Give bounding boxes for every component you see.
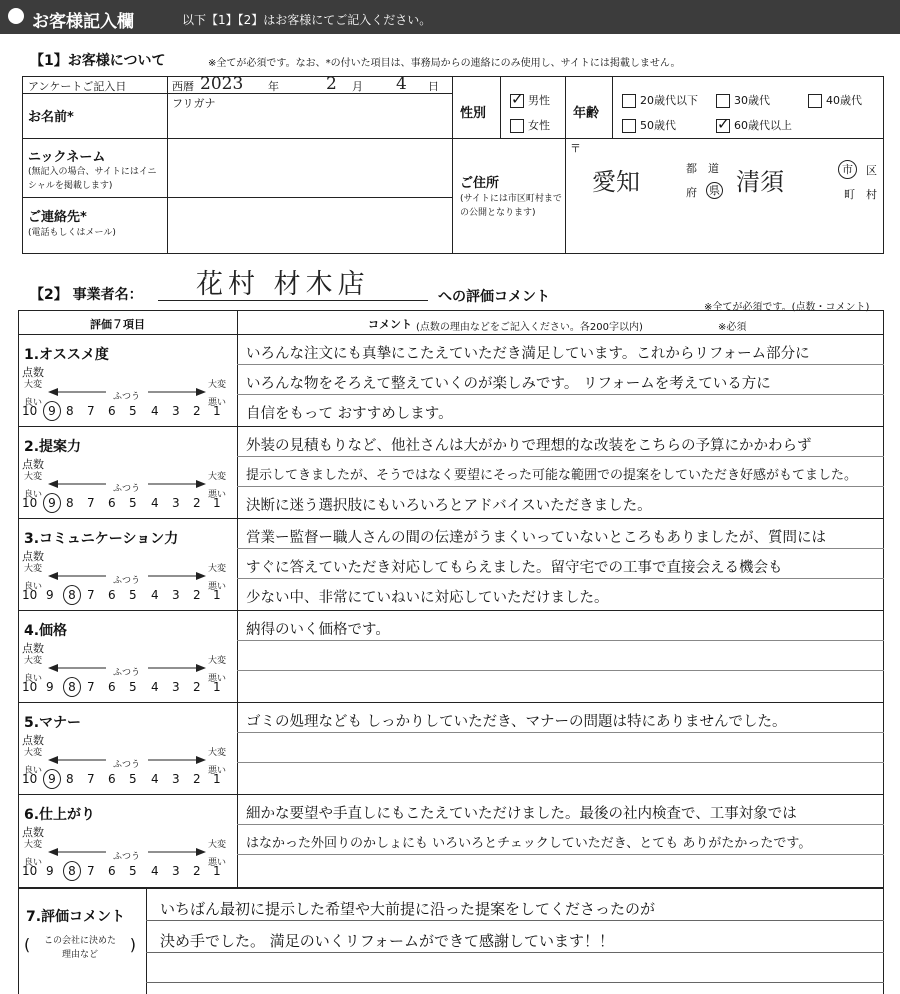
city-suffix-ku: 区 — [866, 164, 877, 177]
scale-left-label-1: 大変 — [24, 656, 43, 666]
scale-middle-label: ふつう — [113, 760, 141, 770]
scale-number[interactable]: 6 — [108, 772, 116, 786]
city-suffix-shi-circled: 市 — [838, 160, 857, 179]
scale-number[interactable]: 6 — [108, 680, 116, 694]
gender-option-male[interactable]: ✓男性 — [510, 92, 550, 108]
scale-number[interactable]: 3 — [172, 680, 180, 694]
scale-arrow-icon — [46, 478, 208, 490]
scale-right-label-1: 大変 — [208, 656, 227, 666]
scale-arrow-icon — [46, 662, 208, 674]
comment-line: 提示してきましたが、そうではなく要望にそった可能な範囲での提案をしていただき好感がもてました。 — [246, 468, 858, 483]
scale-number[interactable]: 10 — [22, 680, 38, 694]
scale-number[interactable]: 3 — [172, 864, 180, 878]
scale-arrow-icon — [46, 386, 208, 398]
business-name: 花村 材木店 — [196, 269, 370, 300]
scale-number[interactable]: 4 — [151, 496, 159, 510]
scale-arrow-icon — [46, 570, 208, 582]
scale-number[interactable]: 1 — [213, 772, 221, 786]
scale-left-label-2: 良い — [24, 582, 43, 592]
scale-number[interactable]: 5 — [129, 404, 137, 418]
col-header-items: 評価７項目 — [90, 318, 145, 331]
date-month: 2 — [326, 74, 337, 94]
pref-suffix-do: 道 — [708, 162, 719, 175]
scale-number[interactable]: 3 — [172, 404, 180, 418]
scale-number[interactable]: 3 — [172, 772, 180, 786]
points-label: 点数 — [22, 826, 44, 839]
item7-note-line1: この会社に決めた — [43, 936, 116, 946]
gender-option-female[interactable]: 女性 — [510, 117, 550, 133]
city-suffix-machi: 町 — [844, 188, 855, 201]
scale-arrow-icon — [46, 754, 208, 766]
scale-right-label-1: 大変 — [208, 564, 227, 574]
scale-right-label-2: 悪い — [208, 582, 227, 592]
scale-number: 8 — [63, 861, 81, 881]
age-60s-checkbox[interactable] — [716, 119, 730, 133]
postal-mark: 〒 — [570, 142, 581, 155]
scale-number[interactable]: 2 — [193, 772, 201, 786]
comment-line: 自信をもって おすすめします。 — [246, 406, 453, 422]
scale-left-label-2: 良い — [24, 490, 43, 500]
item-title: 6.仕上がり — [24, 807, 96, 823]
comment-line: ゴミの処理なども しっかりしていただき、マナーの問題は特にありませんでした。 — [246, 714, 787, 730]
section2-note: ※全てが必須です。(点数・コメント) — [704, 302, 870, 313]
scale-number[interactable]: 7 — [87, 496, 95, 510]
item-title: 4.価格 — [24, 623, 68, 639]
nickname-note-2: シャルを掲載します) — [28, 181, 113, 191]
scale-number[interactable]: 7 — [87, 588, 95, 602]
scale-number[interactable]: 3 — [172, 588, 180, 602]
item7-note: ( この会社に決めた 理由など ) — [24, 935, 136, 960]
scale-left-label-2: 良い — [24, 858, 43, 868]
pref-suffix-to: 都 — [686, 162, 697, 175]
points-label: 点数 — [22, 642, 44, 655]
scale-number[interactable]: 1 — [213, 864, 221, 878]
gender-label: 性別 — [460, 106, 487, 121]
item-title: 3.コミュニケーション力 — [24, 531, 179, 547]
scale-number[interactable]: 9 — [46, 680, 54, 694]
section1-title: 【1】お客様について — [30, 53, 166, 69]
scale-right-label-1: 大変 — [208, 840, 227, 850]
gender-female-checkbox[interactable] — [510, 119, 524, 133]
scale-number[interactable]: 1 — [213, 588, 221, 602]
comment-line: 細かな要望や手直しにもこたえていただけました。最後の社内検査で、工事対象では — [246, 806, 797, 822]
section1-note: ※全てが必須です。なお、*の付いた項目は、事務局からの連絡にのみ使用し、サイトには掲載しません。 — [208, 58, 681, 69]
scale-number[interactable]: 7 — [87, 864, 95, 878]
scale-number[interactable]: 1 — [213, 496, 221, 510]
scale-number[interactable]: 10 — [22, 772, 38, 786]
comment-line: はなかった外回りのかしょにも いろいろとチェックしていただき、とても ありがたかったです。 — [246, 836, 812, 851]
scale-right-label-1: 大変 — [208, 380, 227, 390]
date-day: 4 — [396, 74, 407, 94]
scale-left-label-2: 良い — [24, 398, 43, 408]
scale-right-label-1: 大変 — [208, 472, 227, 482]
scale-number[interactable]: 10 — [22, 588, 38, 602]
age-option-20s[interactable]: 20歳代以下 — [622, 92, 698, 108]
scale-number[interactable]: 4 — [151, 864, 159, 878]
scale-right-label-2: 悪い — [208, 766, 227, 776]
month-unit: 月 — [352, 80, 363, 93]
scale-number[interactable]: 4 — [151, 680, 159, 694]
scale-middle-label: ふつう — [113, 576, 141, 586]
city-suffix-mura: 村 — [866, 188, 877, 201]
item7-note-line2: 理由など — [61, 950, 98, 960]
scale-right-label-1: 大変 — [208, 748, 227, 758]
age-option-30s[interactable]: 30歳代 — [716, 92, 770, 108]
age-20s-checkbox[interactable] — [622, 94, 636, 108]
col-header-comment: コメント — [368, 318, 412, 331]
day-unit: 日 — [428, 80, 439, 93]
scale-number[interactable]: 5 — [129, 864, 137, 878]
item7-line-2: 決め手でした。 満足のいくリフォームができて感謝しています！！ — [160, 932, 615, 950]
prefecture-value: 愛知 — [592, 168, 640, 196]
scale-middle-label: ふつう — [113, 852, 141, 862]
scale-number[interactable]: 5 — [129, 588, 137, 602]
scale-number[interactable]: 9 — [46, 588, 54, 602]
comment-line: 営業ー監督ー職人さんの間の伝達がうまくいっていないところもありましたが、質問には — [246, 530, 826, 546]
age-40s-checkbox[interactable] — [808, 94, 822, 108]
comment-line: すぐに答えていただき対応してもらえました。留守宅での工事で直接会える機会も — [246, 560, 783, 576]
scale-left-label-1: 大変 — [24, 748, 43, 758]
scale-number[interactable]: 4 — [151, 404, 159, 418]
date-label: アンケートご記入日 — [28, 80, 127, 93]
scale-left-label-2: 良い — [24, 674, 43, 684]
nickname-label: ニックネーム — [28, 150, 106, 165]
comment-line: 少ない中、非常にていねいに対応していただけました。 — [246, 590, 609, 606]
scale-number[interactable]: 7 — [87, 404, 95, 418]
comment-line: 納得のいく価格です。 — [246, 622, 390, 638]
scale-number[interactable]: 6 — [108, 864, 116, 878]
name-label: お名前* — [28, 110, 74, 125]
age-option-60s[interactable]: ✓ 60歳代以上 — [716, 117, 792, 133]
contact-label: ご連絡先* — [28, 210, 87, 225]
scale-number[interactable]: 8 — [66, 772, 74, 786]
points-label: 点数 — [22, 734, 44, 747]
comment-line: 外装の見積もりなど、他社さんは大がかりで理想的な改装をこちらの予算にかかわらず — [246, 438, 812, 454]
item-title: 1.オススメ度 — [24, 347, 109, 363]
age-50s-checkbox[interactable] — [622, 119, 636, 133]
scale-right-label-2: 悪い — [208, 490, 227, 500]
era-label: 西暦 — [172, 80, 194, 93]
scale-number[interactable]: 2 — [193, 680, 201, 694]
section2-prefix: 【2】 事業者名： — [30, 287, 143, 303]
age-option-40s[interactable]: 40歳代 — [808, 92, 862, 108]
comment-line: 決断に迷う選択肢にもいろいろとアドバイスいただきました。 — [246, 498, 652, 514]
date-year: 2023 — [200, 74, 244, 94]
scale-number[interactable]: 9 — [46, 864, 54, 878]
item-title: 2.提案力 — [24, 439, 82, 455]
contact-note: (電話もしくはメール) — [28, 228, 116, 238]
scale-number[interactable]: 5 — [129, 680, 137, 694]
pref-suffix-fu: 府 — [686, 186, 697, 199]
scale-number[interactable]: 8 — [66, 496, 74, 510]
city-value: 清須 — [736, 168, 784, 196]
scale-right-label-2: 悪い — [208, 398, 227, 408]
scale-number[interactable]: 7 — [87, 772, 95, 786]
points-label: 点数 — [22, 458, 44, 471]
section2-suffix: への評価コメント — [438, 289, 550, 305]
scale-middle-label: ふつう — [113, 668, 141, 678]
nickname-note-1: (無記入の場合、サイトにはイニ — [28, 167, 157, 177]
pref-suffix-ken-circled: 県 — [706, 182, 723, 199]
scale-number[interactable]: 10 — [22, 404, 38, 418]
address-note-1: (サイトには市区町村まで — [460, 194, 562, 204]
item-title: 5.マナー — [24, 715, 82, 731]
scale-right-label-2: 悪い — [208, 674, 227, 684]
scale-number[interactable]: 10 — [22, 864, 38, 878]
scale-middle-label: ふつう — [113, 392, 141, 402]
item7-title: 7.評価コメント — [26, 909, 126, 925]
scale-left-label-1: 大変 — [24, 380, 43, 390]
scale-number[interactable]: 2 — [193, 588, 201, 602]
comment-line: いろんな物をそろえて整えていくのが楽しみです。 リフォームを考えている方に — [246, 376, 771, 392]
scale-middle-label: ふつう — [113, 484, 141, 494]
scale-number[interactable]: 4 — [151, 772, 159, 786]
year-unit: 年 — [268, 80, 279, 93]
scale-left-label-2: 良い — [24, 766, 43, 776]
scale-arrow-icon — [46, 846, 208, 858]
item7-line-1: いちばん最初に提示した希望や大前提に沿った提案をしてくださったのが — [160, 900, 656, 918]
age-30s-checkbox[interactable] — [716, 94, 730, 108]
scale-number: 9 — [43, 769, 61, 789]
gender-male-checkbox[interactable] — [510, 94, 524, 108]
scale-number[interactable]: 2 — [193, 404, 201, 418]
scale-right-label-2: 悪い — [208, 858, 227, 868]
form-header-title: お客様記入欄 — [32, 12, 134, 32]
scale-left-label-1: 大変 — [24, 472, 43, 482]
points-label: 点数 — [22, 550, 44, 563]
scale-number[interactable]: 10 — [22, 496, 38, 510]
age-option-50s[interactable]: 50歳代 — [622, 117, 676, 133]
scale-number[interactable]: 7 — [87, 680, 95, 694]
scale-left-label-1: 大変 — [24, 564, 43, 574]
scale-number[interactable]: 2 — [193, 496, 201, 510]
form-header-subtitle: 以下【1】【2】はお客様にてご記入ください。 — [182, 13, 432, 27]
age-label: 年齢 — [573, 106, 600, 121]
scale-number[interactable]: 3 — [172, 496, 180, 510]
scale-number[interactable]: 6 — [108, 404, 116, 418]
address-label: ご住所 — [460, 176, 500, 191]
scale-left-label-1: 大変 — [24, 840, 43, 850]
scale-number[interactable]: 6 — [108, 496, 116, 510]
col-header-required: ※必須 — [718, 322, 747, 333]
scale-number[interactable]: 1 — [213, 680, 221, 694]
scale-number: 9 — [43, 493, 61, 513]
comment-line: いろんな注文にも真摯にこたえていただき満足しています。これからリフォーム部分に — [246, 346, 810, 362]
scale-number[interactable]: 2 — [193, 864, 201, 878]
scale-number[interactable]: 5 — [129, 496, 137, 510]
scale-number[interactable]: 1 — [213, 404, 221, 418]
scale-number: 9 — [43, 401, 61, 421]
form-header-bar — [0, 0, 900, 34]
col-header-comment-note: (点数の理由などをご記入ください。各200字以内) — [416, 322, 643, 333]
scale-number[interactable]: 8 — [66, 404, 74, 418]
scale-number[interactable]: 6 — [108, 588, 116, 602]
furigana-label: フリガナ — [172, 97, 216, 110]
scale-number[interactable]: 5 — [129, 772, 137, 786]
address-note-2: の公開となります) — [460, 208, 536, 218]
scale-number: 8 — [63, 585, 81, 605]
bullet-circle-icon — [8, 8, 24, 24]
points-label: 点数 — [22, 366, 44, 379]
scale-number[interactable]: 4 — [151, 588, 159, 602]
scale-number: 8 — [63, 677, 81, 697]
